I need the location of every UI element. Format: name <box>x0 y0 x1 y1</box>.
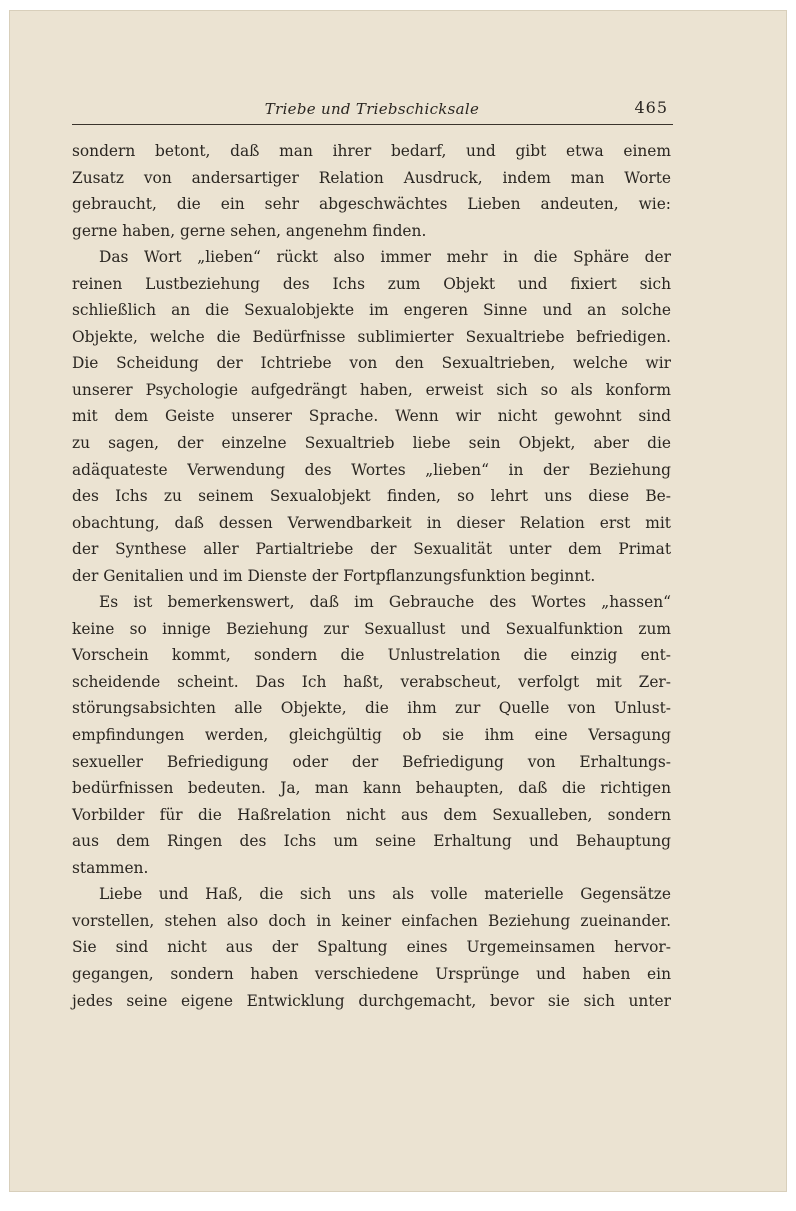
text-line: vorstellen, stehen also doch in keiner einfachen Beziehung zueinander. <box>72 911 671 930</box>
running-title: Triebe und Triebschicksale <box>264 100 480 118</box>
text-line: unserer Psychologie aufgedrängt haben, erweist sich so als konform <box>72 380 671 399</box>
text-line: Es ist bemerkenswert, daß im Gebrauche des Wortes „hassen“ <box>99 593 671 612</box>
text-line: keine so innige Beziehung zur Sexuallust und Sexualfunktion zum <box>72 619 671 638</box>
running-header <box>72 98 672 122</box>
text-line: bedürfnissen bedeuten. Ja, man kann behaupten, daß die richtigen <box>72 779 671 798</box>
text-line: aus dem Ringen des Ichs um seine Erhaltung und Behauptung <box>72 832 671 851</box>
text-line: störungsabsichten alle Objekte, die ihm zur Quelle von Unlust- <box>72 699 671 718</box>
header-rule <box>72 124 673 125</box>
page-number: 465 <box>634 98 668 117</box>
text-line: obachtung, daß dessen Verwendbarkeit in dieser Relation erst mit <box>72 513 671 532</box>
text-line: empfindungen werden, gleichgültig ob sie ihm eine Versagung <box>72 726 671 745</box>
text-line: reinen Lustbeziehung des Ichs zum Objekt und fixiert sich <box>72 274 671 293</box>
text-line: sondern betont, daß man ihrer bedarf, und gibt etwa einem <box>72 142 671 160</box>
text-line: des Ichs zu seinem Sexualobjekt finden, so lehrt uns diese Be- <box>72 487 671 506</box>
text-line: stammen. <box>72 858 149 877</box>
text-line: Die Scheidung der Ichtriebe von den Sexualtrieben, welche wir <box>72 354 671 373</box>
text-line: Vorbilder für die Haßrelation nicht aus dem Sexualleben, sondern <box>72 805 671 824</box>
text-line: Sie sind nicht aus der Spaltung eines Urgemeinsamen hervor- <box>72 938 671 957</box>
text-line: der Synthese aller Partialtriebe der Sexualität unter dem Primat <box>72 540 671 559</box>
text-line: Objekte, welche die Bedürfnisse sublimierter Sexualtriebe befriedigen. <box>72 327 671 346</box>
text-line: gegangen, sondern haben verschiedene Ursprünge und haben ein <box>72 964 671 983</box>
text-line: mit dem Geiste unserer Sprache. Wenn wir nicht gewohnt sind <box>72 407 671 426</box>
text-line: jedes seine eigene Entwicklung durchgemacht, bevor sie sich unter <box>72 991 671 1010</box>
text-line: zu sagen, der einzelne Sexualtrieb liebe sein Objekt, aber die <box>72 434 671 453</box>
body-text <box>72 138 671 1014</box>
text-line: scheidende scheint. Das Ich haßt, verabscheut, verfolgt mit Zer- <box>72 672 671 691</box>
text-line: adäquateste Verwendung des Wortes „lieben“ in der Beziehung <box>72 460 671 479</box>
text-line: Liebe und Haß, die sich uns als volle materielle Gegensätze <box>99 885 671 904</box>
text-line: Zusatz von andersartiger Relation Ausdruck, indem man Worte <box>72 168 671 187</box>
text-line: Vorschein kommt, sondern die Unlustrelation die einzig ent- <box>72 646 671 665</box>
text-line: gerne haben, gerne sehen, angenehm finden. <box>72 221 427 240</box>
text-line: der Genitalien und im Dienste der Fortpflanzungsfunktion beginnt. <box>72 566 596 585</box>
text-line: sexueller Befriedigung oder der Befriedigung von Erhaltungs- <box>72 752 671 771</box>
text-line: gebraucht, die ein sehr abgeschwächtes Lieben andeuten, wie: <box>72 195 671 214</box>
text-line: schließlich an die Sexualobjekte im engeren Sinne und an solche <box>72 301 671 320</box>
text-line: Das Wort „lieben“ rückt also immer mehr in die Sphäre der <box>99 248 671 267</box>
